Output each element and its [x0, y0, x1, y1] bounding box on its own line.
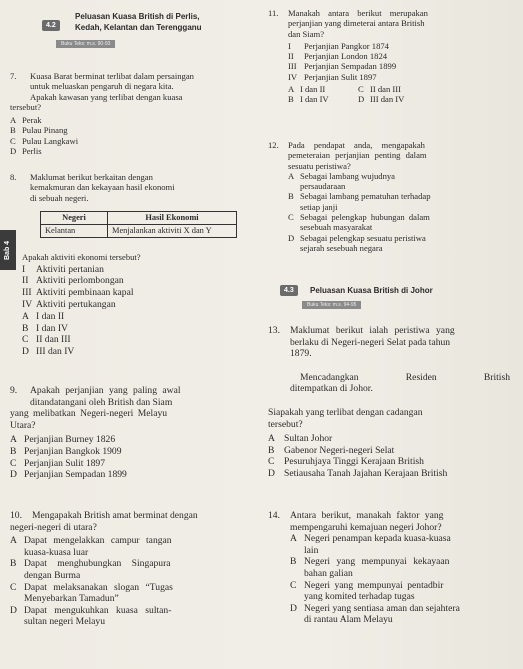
- option-d[interactable]: D Perjanjian Sempadan 1899: [10, 469, 127, 481]
- stem-line: Antara berikut, manakah faktor yang: [290, 510, 444, 521]
- statement-word: Residen: [405, 371, 437, 383]
- option-a[interactable]: A I dan II: [22, 311, 65, 323]
- option-d[interactable]: D III dan IV: [22, 345, 75, 357]
- stem-line: yang melibatkan Negeri-negeri Melayu: [10, 408, 168, 420]
- stem-line: Apakah kawasan yang terlibat dengan kuasa: [30, 91, 183, 102]
- table-cell: Menjalankan aktiviti X dan Y: [108, 225, 237, 238]
- option-c[interactable]: C II dan III: [22, 334, 71, 346]
- question-13: [268, 325, 516, 480]
- option-b[interactable]: B Gabenor Negeri-negeri Selat: [268, 444, 395, 456]
- question-number: 13.: [268, 325, 280, 336]
- section-title-line2: Kedah, Kelantan dan Terengganu: [75, 23, 202, 32]
- item-iii: III Aktiviti pembinaan kapal: [22, 286, 134, 298]
- item-iv: IV Perjanjian Sulit 1897: [288, 71, 377, 82]
- option-d[interactable]: D Negeri yang sentiasa aman dan sejahtera di rantau Alam Melayu: [290, 602, 460, 626]
- economy-table: [40, 211, 237, 239]
- stem-line: Kuasa Barat berminat terlibat dalam persaingan: [30, 71, 194, 81]
- question-9: [10, 385, 258, 481]
- stem-line: dan Siam?: [288, 28, 325, 39]
- stem-line: Apakah perjanjian yang paling awal: [30, 385, 181, 396]
- item-ii: II Aktiviti perlombongan: [22, 275, 124, 287]
- option-a[interactable]: A Perak: [10, 115, 42, 126]
- option-c[interactable]: C Pesuruhjaya Tinggi Kerajaan British: [268, 456, 424, 468]
- stem-line: Maklumat berikut ialah peristiwa yang: [290, 325, 455, 336]
- option-b[interactable]: B Negeri yang mempunyai kekayaan bahan galian: [290, 556, 450, 579]
- option-b[interactable]: B I dan IV: [288, 94, 329, 105]
- option-a[interactable]: A Sultan Johor: [268, 433, 333, 445]
- option-c[interactable]: C Pulau Langkawi: [10, 135, 79, 146]
- stem-line: Maklumat berikut berkaitan dengan: [30, 172, 153, 182]
- option-d[interactable]: D III dan IV: [358, 94, 405, 105]
- question-prompt: Siapakah yang terlibat dengan cadangan: [268, 406, 423, 418]
- question-number: 11.: [268, 8, 279, 18]
- table-header: Negeri: [41, 211, 108, 224]
- stem-line: sesuatu peristiwa?: [288, 160, 351, 171]
- option-b[interactable]: B Dapat menghubungkan Singapura dengan Burma: [10, 558, 171, 581]
- table-cell: Kelantan: [41, 225, 108, 238]
- buku-teks-ref: Buku Teks: m.s. 94-95: [302, 301, 361, 309]
- stem-line: berlaku di Negeri-negeri Selat pada tahun: [290, 336, 451, 348]
- item-iv: IV Aktiviti pertukangan: [22, 298, 116, 310]
- section-title-line1: Peluasan Kuasa British di Perlis,: [75, 12, 200, 21]
- stem-line: Pada pendapat anda, mengapakah: [288, 140, 425, 150]
- question-number: 9.: [10, 385, 18, 396]
- option-b[interactable]: B I dan IV: [22, 322, 68, 334]
- question-number: 7.: [10, 71, 17, 81]
- question-prompt: tersebut?: [268, 418, 303, 430]
- option-d[interactable]: D Setiausaha Tanah Jajahan Kerajaan British: [268, 467, 448, 479]
- chapter-tab: Bab 4: [0, 230, 16, 270]
- question-8: [10, 172, 258, 358]
- stem-line: Mengapakah British amat berminat dengan: [32, 510, 198, 521]
- option-d[interactable]: D Dapat mengukuhkan kuasa sultan- sultan negeri Melayu: [10, 604, 172, 628]
- stem-line: di sebuah negeri.: [30, 192, 89, 203]
- buku-teks-ref: Buku Teks: m.s. 90-93: [56, 40, 115, 48]
- item-i: I Perjanjian Pangkor 1874: [288, 40, 389, 51]
- option-b[interactable]: B Sebagai lambang pematuhan terhadap setiap janji: [288, 191, 431, 212]
- stem-line: Manakah antara berikut merupakan: [288, 8, 428, 18]
- option-d[interactable]: D Sebagai pelengkap sesuatu peristiwa sejarah sesebuah negara: [288, 232, 426, 253]
- option-c[interactable]: C Perjanjian Sulit 1897: [10, 457, 106, 469]
- table-header: Hasil Ekonomi: [108, 211, 237, 224]
- item-ii: II Perjanjian London 1824: [288, 51, 388, 62]
- option-b[interactable]: B Perjanjian Bangkok 1909: [10, 445, 122, 457]
- stem-line: perjanjian yang dimeterai antara British: [288, 18, 425, 29]
- stem-line: 1879.: [290, 348, 312, 360]
- question-12: [268, 140, 516, 253]
- question-10: [10, 510, 258, 628]
- option-c[interactable]: C Dapat melaksanakan slogan “Tugas Menyebarkan Tamadun”: [10, 581, 173, 605]
- option-a[interactable]: A Perjanjian Burney 1826: [10, 434, 116, 446]
- statement-line: ditempatkan di Johor.: [290, 383, 373, 395]
- question-number: 10.: [10, 510, 22, 521]
- option-a[interactable]: A I dan II: [288, 84, 326, 95]
- option-c[interactable]: C II dan III: [358, 84, 402, 95]
- option-c[interactable]: C Negeri yang mempunyai pentadbir yang komited terhadap tugas: [290, 579, 444, 603]
- option-a[interactable]: A Negeri penampan kepada kuasa-kuasa lain: [290, 533, 451, 556]
- option-c[interactable]: C Sebagai pelengkap hubungan dalam sesebuah masyarakat: [288, 212, 430, 233]
- question-number: 14.: [268, 510, 280, 521]
- statement-word: British: [483, 371, 510, 383]
- question-11: [268, 8, 516, 105]
- statement-word: Mencadangkan: [300, 371, 359, 383]
- stem-line: negeri-negeri di utara?: [10, 521, 97, 533]
- stem-line: Utara?: [10, 419, 36, 431]
- section-number: 4.2: [42, 20, 60, 31]
- question-14: [268, 510, 518, 626]
- stem-line: tersebut?: [10, 101, 42, 112]
- stem-line: mempengaruhi kemajuan negeri Johor?: [290, 521, 442, 533]
- question-prompt: Apakah aktiviti ekonomi tersebut?: [22, 252, 141, 263]
- stem-line: untuk meluaskan pengaruh di negara kita.: [30, 81, 174, 92]
- section-title: Peluasan Kuasa British di Johor: [310, 286, 433, 295]
- statement-box: [268, 372, 516, 395]
- question-7: [10, 71, 258, 156]
- option-b[interactable]: B Pulau Pinang: [10, 125, 68, 136]
- section-number: 4.3: [280, 285, 298, 296]
- option-a[interactable]: A Dapat mengelakkan campur tangan kuasa-kuasa luar: [10, 535, 172, 558]
- stem-line: ditandatangani oleh British dan Siam: [30, 396, 173, 408]
- option-d[interactable]: D Perlis: [10, 146, 42, 157]
- item-i: I Aktiviti pertanian: [22, 263, 104, 275]
- question-number: 12.: [268, 140, 279, 150]
- stem-line: kemakmuran dan kekayaan hasil ekonomi: [30, 182, 175, 193]
- stem-line: pemeteraian perjanjian penting dalam: [288, 150, 427, 161]
- option-a[interactable]: A Sebagai lambang wujudnya persaudaraan: [288, 170, 395, 192]
- question-number: 8.: [10, 172, 17, 182]
- item-iii: III Perjanjian Sempadan 1899: [288, 61, 397, 72]
